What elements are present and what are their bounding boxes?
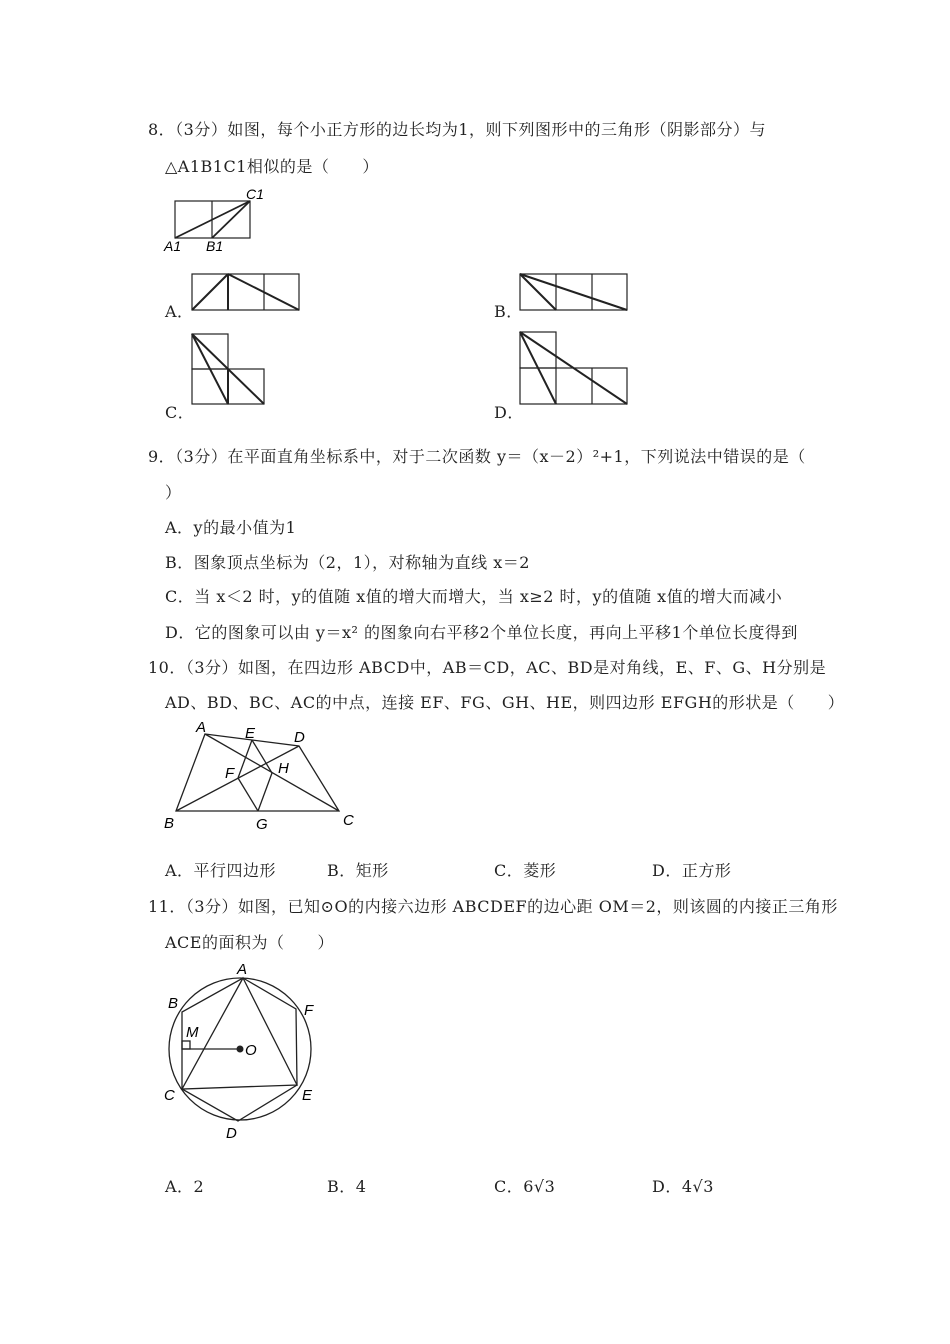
q10-stem-line2: AD、BD、BC、AC的中点，连接 EF、FG、GH、HE，则四边形 EFGH的形状是（ ） xyxy=(165,693,845,712)
q11-option-c: C．6√3 xyxy=(494,1177,556,1196)
q9-option-d: D．它的图象可以由 y＝x² 的图象向右平移2个单位长度，再向上平移1个单位长度得到 xyxy=(165,623,798,642)
q10-option-a: A．平行四边形 xyxy=(165,861,277,880)
center-point-o xyxy=(237,1046,244,1053)
q8-option-a-figure xyxy=(188,270,303,314)
q11-label-o: O xyxy=(245,1042,257,1059)
q8-option-d-label: D． xyxy=(494,403,524,422)
q8-stem-line2: △A1B1C1相似的是（ ） xyxy=(165,157,379,176)
q11-label-f: F xyxy=(304,1002,314,1019)
q10-label-c: C xyxy=(343,812,354,829)
q10-option-b: B．矩形 xyxy=(327,861,389,880)
q11-option-a: A．2 xyxy=(165,1177,205,1196)
q10-option-c: C．菱形 xyxy=(494,861,557,880)
q11-circle-figure xyxy=(158,958,328,1143)
q11-label-b: B xyxy=(168,995,179,1012)
q8-label-a1: A1 xyxy=(164,238,182,254)
q11-option-b: B．4 xyxy=(327,1177,367,1196)
q10-label-h: H xyxy=(278,760,289,777)
q10-label-f: F xyxy=(225,765,235,782)
q10-quadrilateral-figure xyxy=(158,718,368,836)
q8-label-b1: B1 xyxy=(206,238,224,254)
q10-option-d: D．正方形 xyxy=(652,861,732,880)
q8-option-d-figure xyxy=(516,328,631,408)
q8-option-c-label: C． xyxy=(165,403,195,422)
q9-stem-line2: ） xyxy=(165,483,182,502)
q8-option-c-figure xyxy=(188,330,268,408)
q10-stem-line1: 10．（3分）如图，在四边形 ABCD中，AB＝CD，AC、BD是对角线，E、F、G、H分别是 xyxy=(148,658,827,677)
q11-stem-line1: 11．（3分）如图，已知⊙O的内接六边形 ABCDEF的边心距 OM＝2，则该圆的内接正三角形 xyxy=(148,897,838,916)
q8-option-a-label: A． xyxy=(165,302,194,321)
q10-label-g: G xyxy=(256,816,268,833)
q9-option-b: B．图象顶点坐标为（2，1），对称轴为直线 x＝2 xyxy=(165,553,530,572)
q9-option-a: A．y的最小值为1 xyxy=(165,518,297,537)
q8-option-b-label: B． xyxy=(494,302,523,321)
q9-option-c: C．当 x＜2 时，y的值随 x值的增大而增大，当 x≥2 时，y的值随 x值的增大而减小 xyxy=(165,587,783,606)
q11-label-c: C xyxy=(164,1087,175,1104)
q8-reference-figure xyxy=(162,188,272,254)
q11-option-d: D．4√3 xyxy=(652,1177,714,1196)
q10-label-a: A xyxy=(196,719,207,736)
q9-stem-line1: 9．（3分）在平面直角坐标系中，对于二次函数 y＝（x－2）²+1，下列说法中错误的是（ xyxy=(148,447,806,466)
q11-label-d: D xyxy=(226,1125,237,1142)
q8-option-b-figure xyxy=(516,270,631,314)
q10-label-e: E xyxy=(245,725,256,742)
q11-label-a: A xyxy=(237,961,248,978)
q8-label-c1: C1 xyxy=(246,186,264,202)
q11-label-m: M xyxy=(186,1024,199,1041)
q11-label-e: E xyxy=(302,1087,313,1104)
q11-stem-line2: ACE的面积为（ ） xyxy=(165,933,334,952)
q10-label-b: B xyxy=(164,815,175,832)
q8-stem-line1: 8．（3分）如图，每个小正方形的边长均为1，则下列图形中的三角形（阴影部分）与 xyxy=(148,120,767,139)
q10-label-d: D xyxy=(294,729,305,746)
